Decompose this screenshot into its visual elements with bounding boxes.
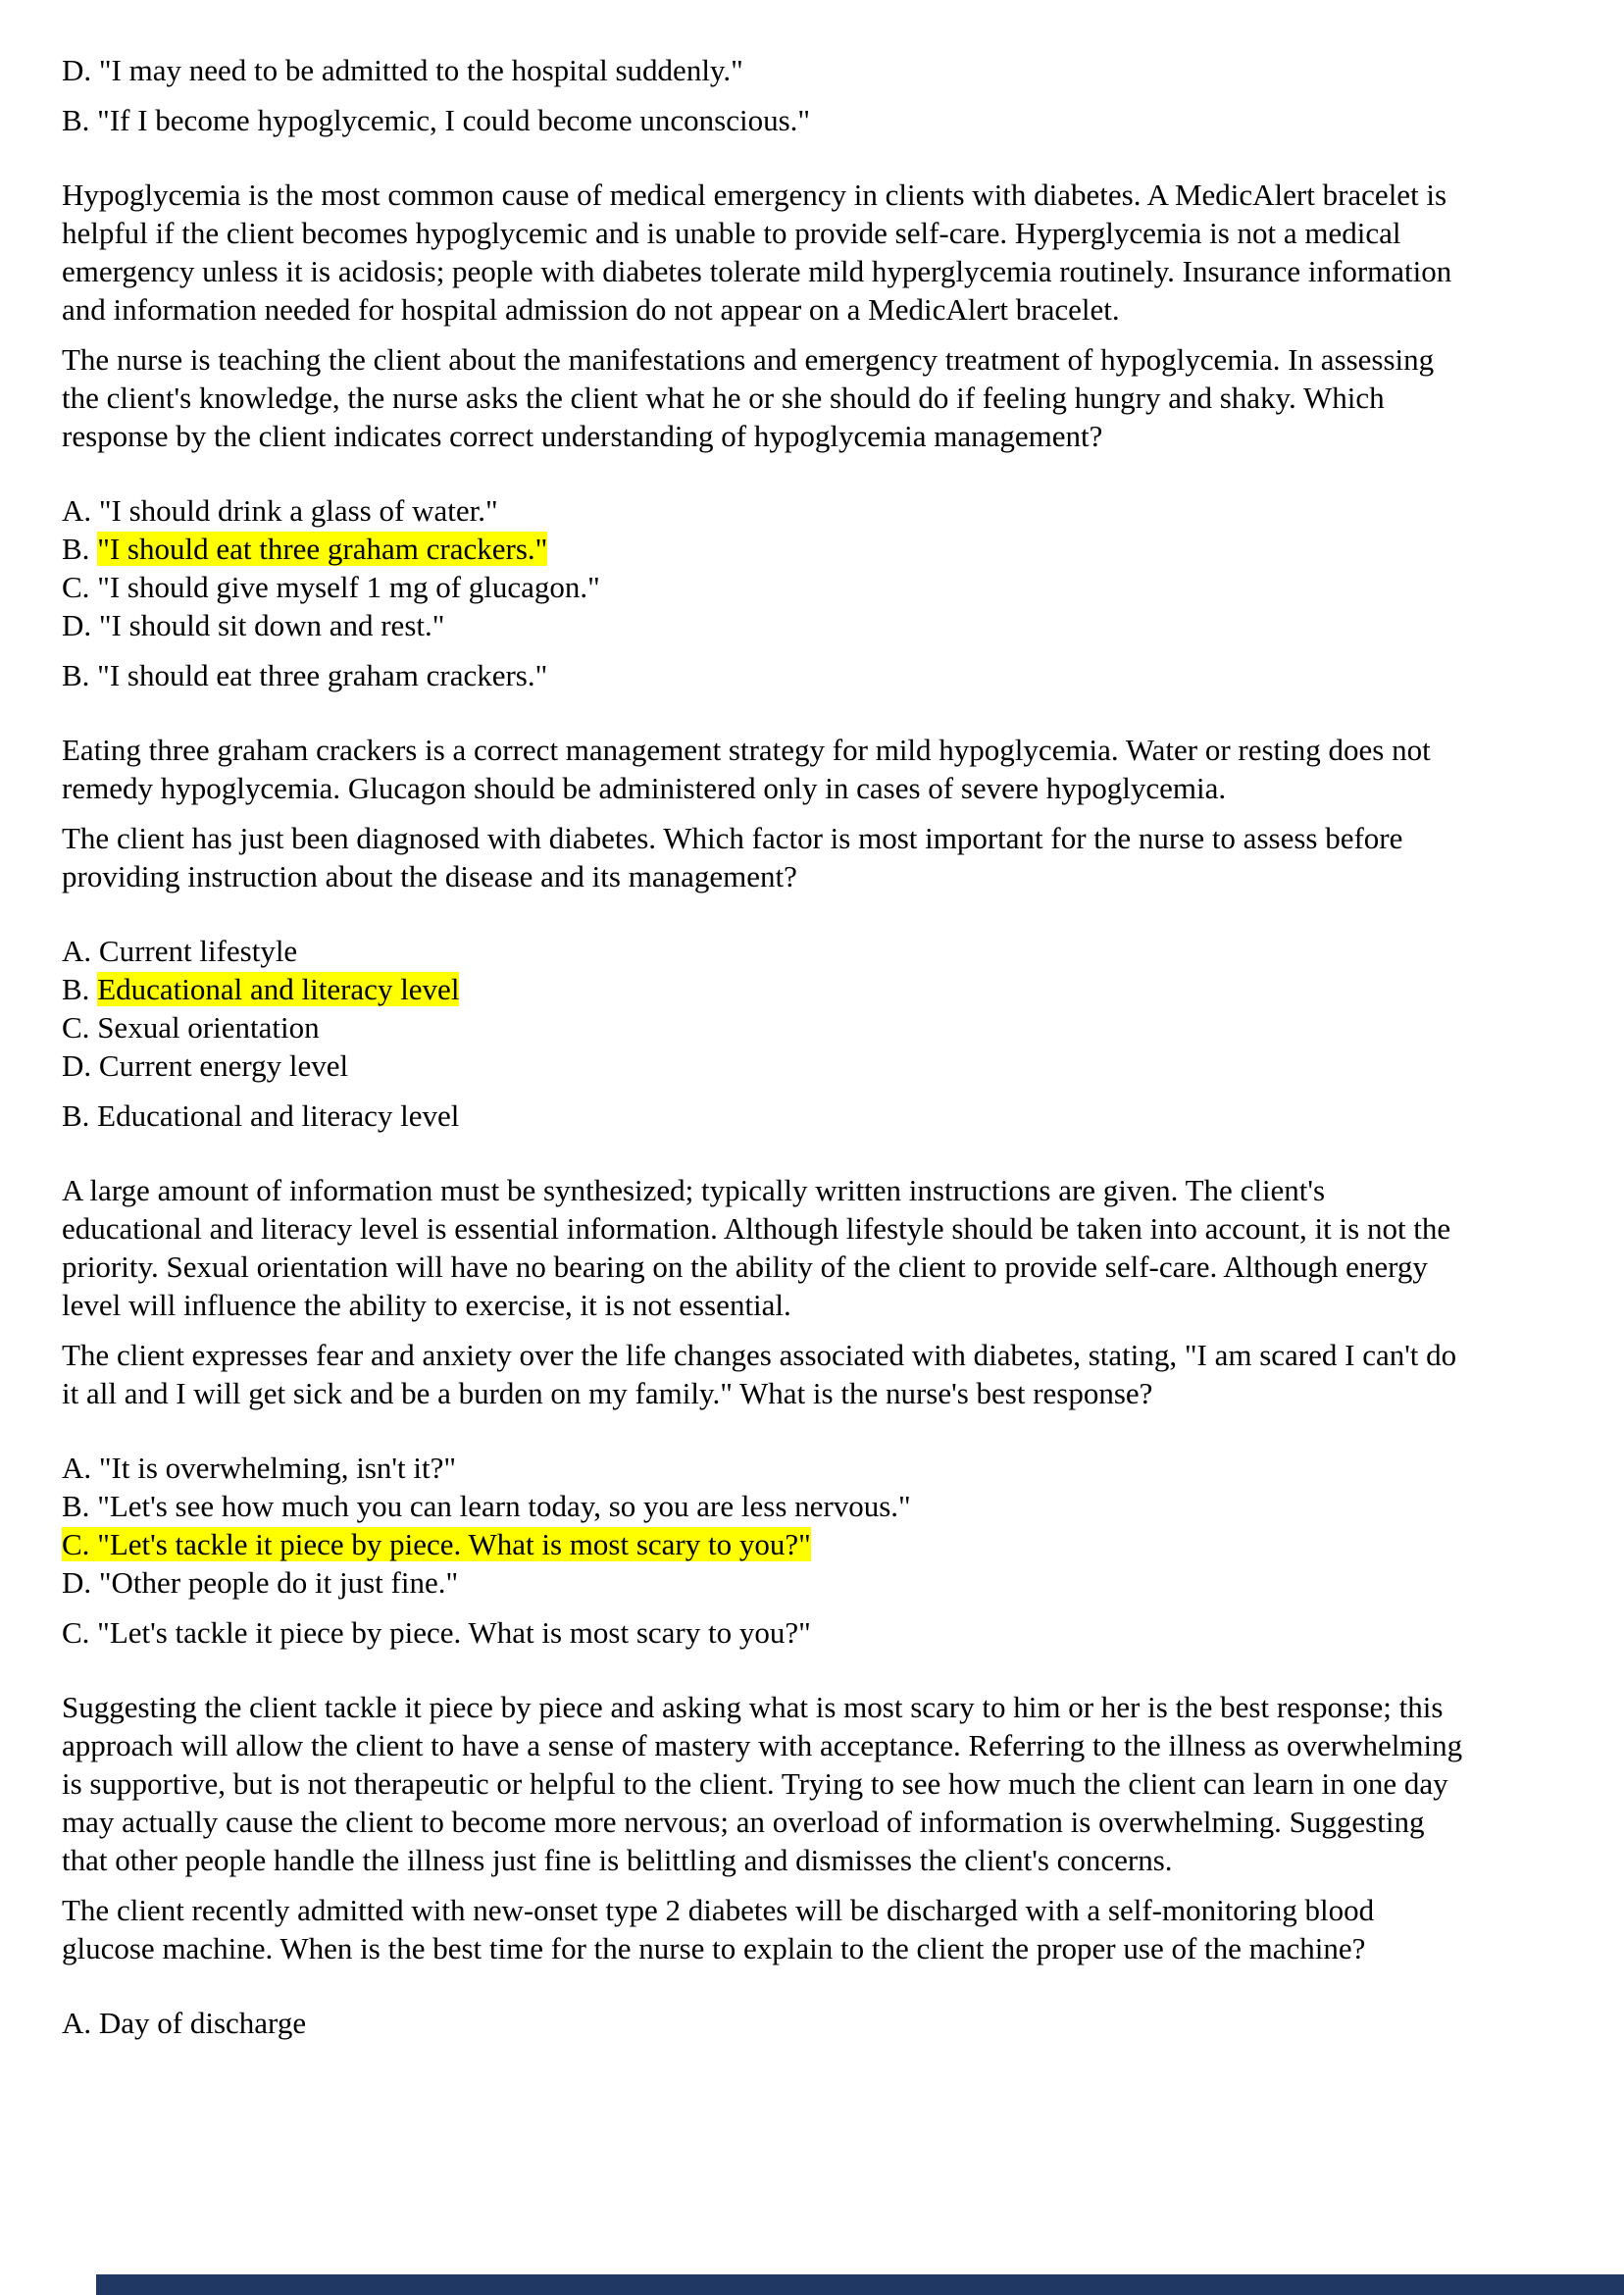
option-prefix: A. bbox=[62, 1451, 99, 1485]
option-line-a bbox=[62, 491, 1467, 530]
option-text: Sexual orientation bbox=[97, 1010, 320, 1045]
rationale-paragraph: Hypoglycemia is the most common cause of medical emergency in clients with diabetes. A MedicAlert bracelet is helpful if the client becomes hypoglycemic and is unable to provide self-care. Hyperglycemia is not a medical emergency unless it is acidosis; people with diabetes tolerate mild hyperglycemia routinely. Insurance information and information needed for hospital admission do not appear on a MedicAlert bracelet. bbox=[62, 178, 1452, 327]
answer-line: B. "If I become hypoglycemic, I could become unconscious." bbox=[62, 103, 811, 137]
option-text-highlighted: Educational and literacy level bbox=[97, 972, 460, 1006]
option-text: "I should sit down and rest." bbox=[98, 608, 445, 642]
option-line-b bbox=[62, 530, 1467, 568]
option-prefix: B. bbox=[62, 972, 98, 1006]
question-paragraph: The client recently admitted with new-onset type 2 diabetes will be discharged with a self-monitoring blood glucose machine. When is the best time for the nurse to explain to the client the proper use of the machine? bbox=[62, 1893, 1375, 1965]
option-line-c bbox=[62, 1008, 1467, 1046]
rationale-paragraph: Suggesting the client tackle it piece by piece and asking what is most scary to him or her is the best response; this approach will allow the client to have a sense of mastery with acceptance. Referring to the illness as overwhelming is supportive, but is not therapeutic or helpful to the client. Trying to see how much the client can learn in one day may actually cause the client to become more nervous; an overload of information is overwhelming. Suggesting that other people handle the illness just fine is belittling and dismisses the client's concerns. bbox=[62, 1690, 1463, 1877]
option-text: "Let's see how much you can learn today, so you are less nervous." bbox=[97, 1489, 911, 1523]
options-group bbox=[62, 1449, 1467, 1602]
option-text: "Let's tackle it piece by piece. What is most scary to you?" bbox=[97, 1527, 811, 1561]
rationale-paragraph: Eating three graham crackers is a correct management strategy for mild hypoglycemia. Water or resting does not remedy hypoglycemia. Glucagon should be administered only in cases of severe hypoglycemia. bbox=[62, 733, 1431, 805]
option-line-a bbox=[62, 932, 1467, 970]
option-prefix: D. bbox=[62, 1048, 99, 1083]
options-group bbox=[62, 932, 1467, 1085]
option-text: "I should drink a glass of water." bbox=[98, 493, 498, 528]
option-text: "I should give myself 1 mg of glucagon." bbox=[97, 570, 600, 604]
option-prefix: D. bbox=[62, 608, 99, 642]
rationale-paragraph: A large amount of information must be synthesized; typically written instructions are given. The client's educational and literacy level is essential information. Although lifestyle should be taken into account, it is not the priority. Sexual orientation will have no bearing on the ability of the client to provide self-care. Although energy level will influence the ability to exercise, it is not essential. bbox=[62, 1173, 1451, 1322]
option-prefix: C. bbox=[62, 570, 98, 604]
option-text: "Other people do it just fine." bbox=[98, 1565, 459, 1600]
bottom-dark-bar bbox=[96, 2274, 1624, 2295]
answer-option-line: A. Day of discharge bbox=[62, 2006, 307, 2040]
option-line-b bbox=[62, 1487, 1467, 1525]
option-line-d bbox=[62, 606, 1467, 644]
option-line-d bbox=[62, 1046, 1467, 1085]
option-full-highlighted bbox=[62, 1527, 811, 1561]
option-prefix: A. bbox=[62, 934, 99, 968]
option-prefix: B. bbox=[62, 1489, 98, 1523]
question-paragraph: The nurse is teaching the client about the manifestations and emergency treatment of hypoglycemia. In assessing the client's knowledge, the nurse asks the client what he or she should do if feeling hungry and shaky. Which response by the client indicates correct understanding of hypoglycemia management? bbox=[62, 342, 1435, 453]
answer-line: B. "I should eat three graham crackers." bbox=[62, 658, 548, 692]
option-text: Current energy level bbox=[98, 1048, 349, 1083]
option-text: "It is overwhelming, isn't it?" bbox=[98, 1451, 456, 1485]
option-line-a bbox=[62, 1449, 1467, 1487]
question-paragraph: The client has just been diagnosed with diabetes. Which factor is most important for the nurse to assess before providing instruction about the disease and its management? bbox=[62, 821, 1403, 893]
question-paragraph: The client expresses fear and anxiety over the life changes associated with diabetes, stating, "I am scared I can't do it all and I will get sick and be a burden on my family." What is the nurse's best response? bbox=[62, 1338, 1457, 1410]
answer-line: D. "I may need to be admitted to the hospital suddenly." bbox=[62, 53, 743, 87]
option-line-c bbox=[62, 568, 1467, 606]
option-line-c bbox=[62, 1525, 1467, 1563]
options-group bbox=[62, 491, 1467, 644]
answer-line: C. "Let's tackle it piece by piece. What is most scary to you?" bbox=[62, 1615, 811, 1650]
option-prefix: C. bbox=[62, 1010, 98, 1045]
option-text: Current lifestyle bbox=[98, 934, 298, 968]
option-prefix: D. bbox=[62, 1565, 99, 1600]
option-prefix: B. bbox=[62, 532, 98, 566]
option-line-b bbox=[62, 970, 1467, 1008]
answer-line: B. Educational and literacy level bbox=[62, 1098, 460, 1133]
option-prefix: C. bbox=[62, 1527, 98, 1561]
option-text-highlighted: "I should eat three graham crackers." bbox=[97, 532, 548, 566]
option-line-d bbox=[62, 1563, 1467, 1602]
option-prefix: A. bbox=[62, 493, 99, 528]
